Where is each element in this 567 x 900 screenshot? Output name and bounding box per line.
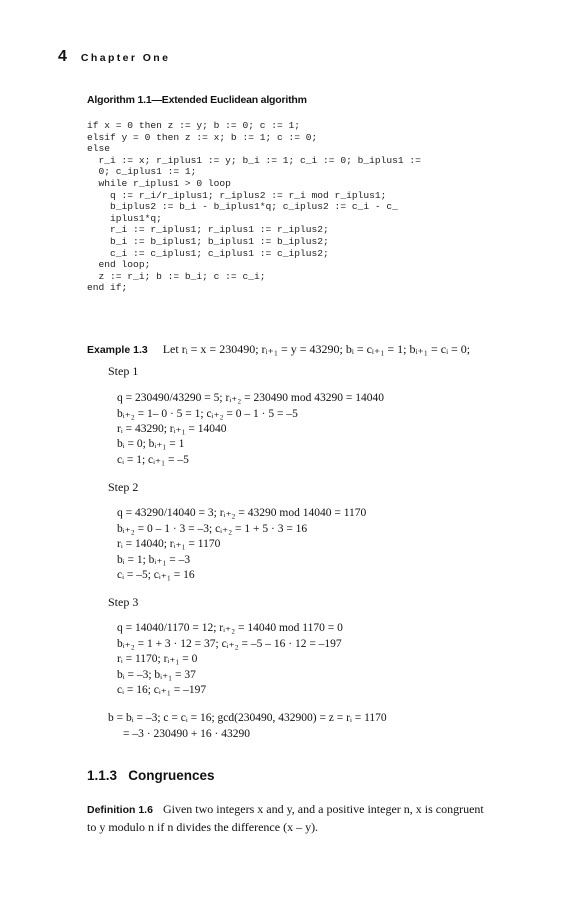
section-heading: 1.1.3 Congruences — [87, 768, 215, 783]
step-3-label: Step 3 — [108, 595, 139, 609]
code-line: 0; c_iplus1 := 1; — [87, 166, 197, 178]
code-line: if x = 0 then z := y; b := 0; c := 1; — [87, 120, 301, 131]
math-line: cᵢ = –5; cᵢ₊₁ = 16 — [117, 569, 195, 581]
code-line: else — [87, 143, 111, 155]
code-line: r_i := r_iplus1; r_iplus1 := r_iplus2; — [87, 224, 329, 236]
example-label: Example 1.3 — [87, 344, 148, 356]
definition-label: Definition 1.6 — [87, 804, 153, 816]
page-number: 4 — [58, 48, 67, 65]
math-line: rᵢ = 43290; rᵢ₊₁ = 14040 — [117, 423, 227, 435]
algorithm-code — [87, 120, 487, 294]
code-line: b_i := b_iplus1; b_iplus1 := b_iplus2; — [87, 235, 329, 247]
math-line: bᵢ = 0; bᵢ₊₁ = 1 — [117, 438, 185, 450]
math-line: bᵢ₊₂ = 1– 0 · 5 = 1; cᵢ₊₂ = 0 – 1 · 5 = –5 — [117, 408, 298, 420]
math-line: bᵢ = 1; bᵢ₊₁ = –3 — [117, 554, 191, 566]
code-line: end loop; — [87, 259, 151, 271]
code-line: q := r_i/r_iplus1; r_iplus2 := r_i mod r_iplus1; — [87, 189, 387, 201]
code-line: elsif y = 0 then z := x; b := 1; c := 0; — [87, 131, 318, 143]
math-line: bᵢ = –3; bᵢ₊₁ = 37 — [117, 669, 196, 681]
math-line: q = 43290/14040 = 3; rᵢ₊₂ = 43290 mod 14040 = 1170 — [117, 507, 367, 519]
math-line: rᵢ = 1170; rᵢ₊₁ = 0 — [117, 653, 198, 665]
math-line: bᵢ₊₂ = 1 + 3 · 12 = 37; cᵢ₊₂ = –5 – 16 · 12 = –197 — [117, 638, 342, 650]
result-line: b = bᵢ = –3; c = cᵢ = 16; gcd(230490, 432900) = z = rᵢ = 1170 — [108, 712, 387, 724]
math-line: q = 230490/43290 = 5; rᵢ₊₂ = 230490 mod 43290 = 14040 — [117, 392, 384, 404]
code-line: end if; — [87, 282, 128, 294]
code-line: b_iplus2 := b_i - b_iplus1*q; c_iplus2 := c_i - c_ — [87, 201, 398, 213]
step-1-label: Step 1 — [108, 364, 139, 378]
math-line: rᵢ = 14040; rᵢ₊₁ = 1170 — [117, 538, 221, 550]
math-line: q = 14040/1170 = 12; rᵢ₊₂ = 14040 mod 1170 = 0 — [117, 622, 343, 634]
running-header — [58, 48, 170, 66]
algorithm-title: Algorithm 1.1—Extended Euclidean algorithm — [87, 94, 307, 106]
example-heading — [87, 342, 470, 357]
code-line: while r_iplus1 > 0 loop — [87, 177, 231, 189]
code-line: z := r_i; b := b_i; c := c_i; — [87, 270, 266, 282]
math-line: cᵢ = 1; cᵢ₊₁ = –5 — [117, 454, 189, 466]
code-line: iplus1*q; — [87, 212, 162, 224]
result-line: = –3 · 230490 + 16 · 43290 — [123, 728, 251, 740]
step-2-label: Step 2 — [108, 480, 139, 494]
code-line: c_i := c_iplus1; c_iplus1 := c_iplus2; — [87, 247, 329, 259]
math-line: cᵢ = 16; cᵢ₊₁ = –197 — [117, 684, 207, 696]
code-line: r_i := x; r_iplus1 := y; b_i := 1; c_i := 0; b_iplus1 := — [87, 154, 421, 166]
definition-text: Given two integers x and y, and a positive integer n, x is congruent to y modulo n if n divides the difference (x – y). — [87, 802, 484, 834]
chapter-title: Chapter One — [80, 52, 171, 64]
example-text: Let rᵢ = x = 230490; rᵢ₊₁ = y = 43290; bᵢ = cᵢ₊₁ = 1; bᵢ₊₁ = cᵢ = 0; — [162, 342, 471, 356]
definition — [87, 801, 487, 836]
math-line: bᵢ₊₂ = 0 – 1 · 3 = –3; cᵢ₊₂ = 1 + 5 · 3 = 16 — [117, 523, 308, 535]
